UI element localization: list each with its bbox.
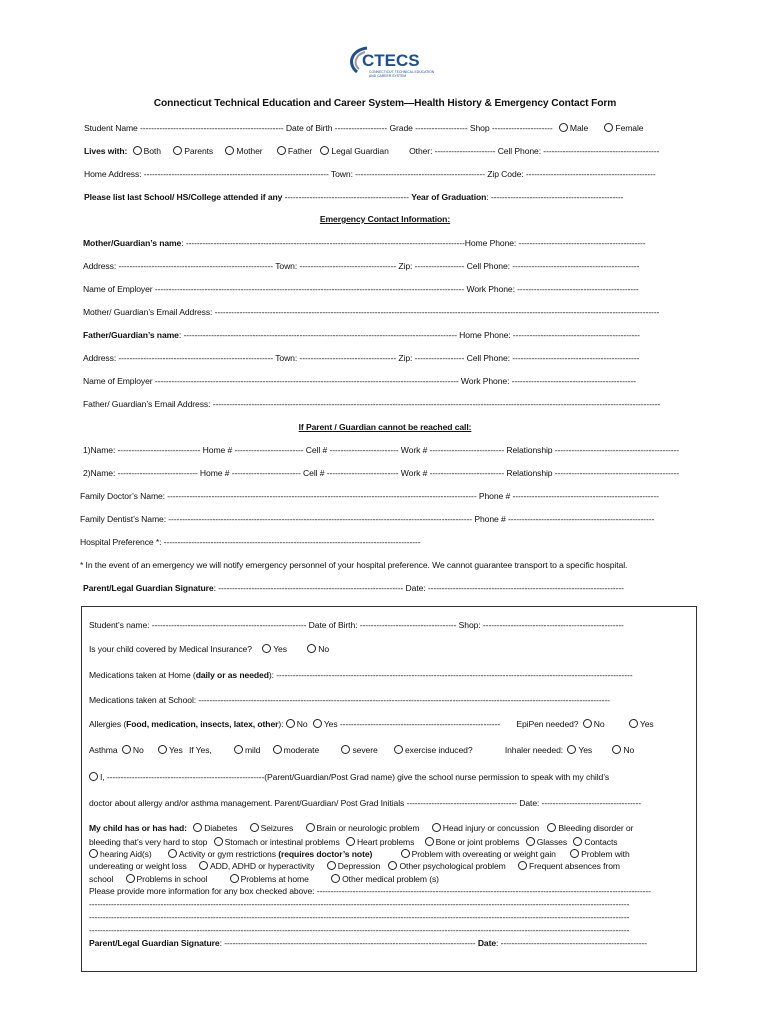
permission-text-1: I, ---------------------------------------------------------(Parent/Guardian/Post Grad name) give the school nurse permission to speak with my child’s bbox=[100, 772, 610, 782]
depression-label: Depression bbox=[337, 861, 381, 871]
signature2-date-rest: : ----------------------------------------------------- bbox=[496, 938, 647, 948]
allergies-no-radio[interactable] bbox=[286, 719, 295, 728]
last-school-row[interactable] bbox=[84, 191, 623, 203]
ctecs-logo-mark bbox=[345, 42, 437, 90]
allergies-yes-field[interactable]: Yes ---------------------------------------------------------- bbox=[323, 719, 501, 729]
other-medical-label: Other medical problem (s) bbox=[342, 874, 439, 884]
exercise-label: exercise induced? bbox=[404, 745, 473, 755]
logo-sub1: CONNECTICUT TECHNICAL EDUCATION bbox=[369, 70, 435, 74]
father-address-field[interactable]: Address: -------------------------------------------------------- Town: ----------------------------------- Zip: ------------------ Cell Phone: ---------------------------------------------- bbox=[83, 353, 640, 363]
heart-label: Heart problems bbox=[356, 837, 415, 847]
hospital-notice: * In the event of an emergency we will notify emergency personnel of your hospital preference. We cannot guarantee transport to a specific hospital. bbox=[80, 560, 628, 570]
epipen-yes-label: Yes bbox=[639, 719, 654, 729]
meds-home-label: Medications taken at Home ( bbox=[89, 670, 196, 680]
father-name-rest: : --------------------------------------------------------------------------------------------------- Home Phone: ---------------------------------------------- bbox=[178, 330, 640, 340]
contacts-checkbox[interactable] bbox=[573, 837, 582, 846]
mother-address-field[interactable]: Address: -------------------------------------------------------- Town: ----------------------------------- Zip: ------------------ Cell Phone: ---------------------------------------------- bbox=[83, 261, 640, 271]
school-label: school bbox=[89, 874, 114, 884]
male-radio[interactable] bbox=[559, 123, 568, 132]
mother-label: Mother bbox=[236, 146, 263, 156]
stomach-label: Stomach or intestinal problems bbox=[224, 837, 340, 847]
form-title: Connecticut Technical Education and Career System—Health History & Emergency Contact Form bbox=[153, 98, 617, 109]
asthma-if-yes: If Yes, bbox=[188, 745, 212, 755]
insurance-yes-label: Yes bbox=[273, 644, 287, 654]
overeating-checkbox[interactable] bbox=[401, 849, 410, 858]
epipen-no-radio[interactable] bbox=[583, 719, 592, 728]
hospital-field[interactable]: Hospital Preference *: --------------------------------------------------------------------------------------------- bbox=[80, 537, 421, 547]
meds-home-rest: ): --------------------------------------------------------------------------------------------------------------------------------- bbox=[268, 670, 633, 680]
emergency-heading: Emergency Contact Information: bbox=[319, 214, 451, 224]
inhaler-yes-label: Yes bbox=[578, 745, 593, 755]
father-employer-field[interactable]: Name of Employer -------------------------------------------------------------------------------------------------------------- Work Phone: --------------------------------------------- bbox=[83, 376, 636, 386]
diabetes-label: Diabetes bbox=[204, 823, 238, 833]
glasses-label: Glasses bbox=[536, 837, 568, 847]
exercise-radio[interactable] bbox=[394, 745, 403, 754]
male-label: Male bbox=[569, 123, 589, 133]
allergies-bold: Food, medication, insects, latex, other bbox=[126, 719, 279, 729]
if-parent-heading: If Parent / Guardian cannot be reached call: bbox=[298, 422, 472, 432]
both-radio[interactable] bbox=[133, 146, 142, 155]
ctecs-logo bbox=[345, 42, 437, 90]
head-injury-checkbox[interactable] bbox=[432, 823, 441, 832]
inhaler-label: Inhaler needed: bbox=[504, 745, 564, 755]
doctor-field[interactable]: Family Doctor’s Name: ---------------------------------------------------------------------------------------------------------------- Phone # ----------------------------------------------------- bbox=[80, 491, 659, 501]
head-injury-label: Head injury or concussion bbox=[442, 823, 540, 833]
glasses-checkbox[interactable] bbox=[526, 837, 535, 846]
brain-checkbox[interactable] bbox=[306, 823, 315, 832]
inhaler-no-radio[interactable] bbox=[612, 745, 621, 754]
signature2-date-label: Date bbox=[477, 938, 497, 948]
year-graduation-label: Year of Graduation bbox=[411, 192, 487, 202]
student-info-row bbox=[84, 122, 643, 134]
lives-with-label: Lives with: bbox=[84, 146, 128, 156]
dentist-field[interactable]: Family Dentist’s Name: -------------------------------------------------------------------------------------------------------------- Phone # ----------------------------------------------------- bbox=[80, 514, 655, 524]
epipen-no-label: No bbox=[593, 719, 605, 729]
heart-checkbox[interactable] bbox=[346, 837, 355, 846]
home-address-field[interactable]: Home Address: ------------------------------------------------------------------- Town: ----------------------------------------------- Zip Code: ----------------------------------------------- bbox=[84, 169, 656, 179]
undereating-checkbox[interactable] bbox=[570, 849, 579, 858]
brain-label: Brain or neurologic problem bbox=[316, 823, 420, 833]
problems-home-checkbox[interactable] bbox=[230, 874, 239, 883]
hearing-checkbox[interactable] bbox=[89, 849, 98, 858]
more-info-line-2[interactable]: ---------------------------------------------------------------------------------------------------------------------------------------------------------------------------------------------------- bbox=[89, 912, 630, 922]
seizures-checkbox[interactable] bbox=[250, 823, 259, 832]
asthma-no-radio[interactable] bbox=[122, 745, 131, 754]
bleeding-label: Bleeding disorder or bbox=[558, 823, 634, 833]
year-graduation-dashes: : ------------------------------------------------ bbox=[486, 192, 624, 202]
epipen-label: EpiPen needed? bbox=[516, 719, 579, 729]
signature1-rest: : ------------------------------------------------------------------- Date: ----------------------------------------------------------------------- bbox=[213, 583, 624, 593]
logo-name: CTECS bbox=[362, 51, 420, 70]
father-name-label: Father/Guardian’s name bbox=[83, 330, 179, 340]
mother-name-label: Mother/Guardian’s name bbox=[83, 238, 182, 248]
mother-name-rest: : -----------------------------------------------------------------------------------------------------Home Phone: ---------------------------------------------- bbox=[181, 238, 646, 248]
epipen-yes-radio[interactable] bbox=[629, 719, 638, 728]
allergies-label: Allergies ( bbox=[89, 719, 127, 729]
allergies-no-label: No bbox=[296, 719, 308, 729]
meds-school-field[interactable]: Medications taken at School: ----------------------------------------------------------------------------------------------------------------------------------------------------- bbox=[89, 695, 610, 705]
permission-row-1[interactable] bbox=[89, 771, 609, 783]
asthma-row bbox=[89, 744, 634, 756]
more-info-field[interactable]: Please provide more information for any box checked above: ------------------------------------------------------------------------------------------------------------------------- bbox=[89, 886, 651, 896]
more-info-line-3[interactable]: ---------------------------------------------------------------------------------------------------------------------------------------------------------------------------------------------------- bbox=[89, 925, 630, 935]
hearing-label: hearing Aid(s) bbox=[100, 849, 152, 859]
psych-checkbox[interactable] bbox=[388, 861, 397, 870]
insurance-no-label: No bbox=[318, 644, 330, 654]
problems-home-label: Problems at home bbox=[240, 874, 309, 884]
bleeding-label-2: bleeding that’s very hard to stop bbox=[89, 837, 208, 847]
contact2-field[interactable]: 2)Name: ----------------------------- Home # ------------------------- Cell # -------------------------- Work # --------------------------- Relationship --------------------------------------------- bbox=[83, 468, 680, 478]
allergies-end: ): bbox=[278, 719, 284, 729]
asthma-no-label: No bbox=[132, 745, 144, 755]
parents-label: Parents bbox=[184, 146, 214, 156]
father-name-row[interactable] bbox=[83, 329, 640, 341]
permission-radio[interactable] bbox=[89, 772, 98, 781]
adhd-checkbox[interactable] bbox=[199, 861, 208, 870]
legal-guardian-label: Legal Guardian bbox=[331, 146, 389, 156]
insurance-question: Is your child covered by Medical Insurance? bbox=[89, 644, 252, 654]
legal-guardian-radio[interactable] bbox=[320, 146, 329, 155]
father-email-field[interactable]: Father/ Guardian’s Email Address: ------------------------------------------------------------------------------------------------------------------------------------------------------------------ bbox=[83, 399, 661, 409]
signature2-row[interactable] bbox=[89, 937, 647, 949]
contacts-label: Contacts bbox=[584, 837, 618, 847]
more-info-line-1[interactable]: ---------------------------------------------------------------------------------------------------------------------------------------------------------------------------------------------------- bbox=[89, 899, 630, 909]
last-school-label: Please list last School/ HS/College attended if any bbox=[84, 192, 283, 202]
overeating-label: Problem with overeating or weight gain bbox=[411, 849, 556, 859]
female-radio[interactable] bbox=[604, 123, 613, 132]
problems-school-label: Problems in school bbox=[136, 874, 208, 884]
mother-employer-field[interactable]: Name of Employer ---------------------------------------------------------------------------------------------------------------- Work Phone: -------------------------------------------- bbox=[83, 284, 639, 294]
adhd-label: ADD, ADHD or hyperactivity bbox=[210, 861, 315, 871]
insurance-row bbox=[89, 643, 329, 655]
permission-text-2[interactable]: doctor about allergy and/or asthma management. Parent/Guardian/ Post Grad Initials ---------------------------------------- Date: ------------------------------------ bbox=[89, 798, 641, 808]
mother-email-field[interactable]: Mother/ Guardian’s Email Address: ----------------------------------------------------------------------------------------------------------------------------------------------------------------- bbox=[83, 307, 660, 317]
father-radio[interactable] bbox=[277, 146, 286, 155]
insurance-no-radio[interactable] bbox=[307, 644, 316, 653]
asthma-yes-radio[interactable] bbox=[158, 745, 167, 754]
signature2-label: Parent/Legal Guardian Signature bbox=[89, 938, 220, 948]
activity-label: Activity or gym restrictions bbox=[178, 849, 279, 859]
mild-label: mild bbox=[244, 745, 261, 755]
activity-checkbox[interactable] bbox=[168, 849, 177, 858]
undereating-label-1: Problem with bbox=[581, 849, 630, 859]
box-student-field[interactable]: Student’s name: -------------------------------------------------------- Date of Birth: ----------------------------------- Shop: --------------------------------------------------- bbox=[89, 620, 624, 630]
other-medical-checkbox[interactable] bbox=[331, 874, 340, 883]
signature2-rest: : ------------------------------------------------------------------------------------------- bbox=[219, 938, 478, 948]
has-had-row-3 bbox=[89, 848, 630, 860]
logo-sub2: AND CAREER SYSTEM bbox=[369, 74, 407, 78]
lives-with-row bbox=[84, 145, 659, 157]
asthma-label: Asthma bbox=[89, 745, 118, 755]
undereating-label-2: undereating or weight loss bbox=[89, 861, 187, 871]
last-school-dashes: --------------------------------------------- bbox=[282, 192, 412, 202]
asthma-yes-label: Yes bbox=[168, 745, 183, 755]
meds-home-bold: daily or as needed bbox=[195, 670, 269, 680]
has-had-row-2 bbox=[89, 836, 617, 848]
bleeding-checkbox[interactable] bbox=[547, 823, 556, 832]
parents-radio[interactable] bbox=[173, 146, 182, 155]
meds-home-row[interactable] bbox=[89, 669, 632, 681]
allergies-yes-radio[interactable] bbox=[313, 719, 322, 728]
father-label: Father bbox=[287, 146, 313, 156]
contact1-field[interactable]: 1)Name: ------------------------------ Home # ------------------------- Cell # ------------------------- Work # --------------------------- Relationship --------------------------------------------- bbox=[83, 445, 680, 455]
mother-radio[interactable] bbox=[225, 146, 234, 155]
mother-name-row[interactable] bbox=[83, 237, 646, 249]
diabetes-checkbox[interactable] bbox=[193, 823, 202, 832]
signature1-label: Parent/Legal Guardian Signature bbox=[83, 583, 214, 593]
has-had-row-1 bbox=[89, 822, 633, 834]
both-label: Both bbox=[143, 146, 161, 156]
activity-bold: (requires doctor’s note) bbox=[278, 849, 373, 859]
female-label: Female bbox=[615, 123, 644, 133]
insurance-yes-radio[interactable] bbox=[262, 644, 271, 653]
has-had-label: My child has or has had: bbox=[89, 823, 187, 833]
mild-radio[interactable] bbox=[234, 745, 243, 754]
inhaler-no-label: No bbox=[623, 745, 635, 755]
absences-label: Frequent absences from bbox=[528, 861, 620, 871]
allergies-row bbox=[89, 718, 654, 730]
signature1-row[interactable] bbox=[83, 582, 624, 594]
has-had-row-5 bbox=[89, 873, 439, 885]
depression-checkbox[interactable] bbox=[327, 861, 336, 870]
bone-checkbox[interactable] bbox=[425, 837, 434, 846]
student-name-field[interactable]: Student Name ---------------------------------------------------- Date of Birth ------------------- Grade ------------------- Shop ---------------------- bbox=[84, 123, 553, 133]
other-cell-field[interactable]: Other: ---------------------- Cell Phone: ------------------------------------------ bbox=[409, 146, 660, 156]
problems-school-checkbox[interactable] bbox=[126, 874, 135, 883]
bone-label: Bone or joint problems bbox=[435, 837, 520, 847]
has-had-row-4 bbox=[89, 860, 620, 872]
severe-label: severe bbox=[352, 745, 378, 755]
moderate-radio[interactable] bbox=[273, 745, 282, 754]
inhaler-yes-radio[interactable] bbox=[567, 745, 576, 754]
moderate-label: moderate bbox=[283, 745, 320, 755]
absences-checkbox[interactable] bbox=[518, 861, 527, 870]
stomach-checkbox[interactable] bbox=[214, 837, 223, 846]
psych-label: Other psychological problem bbox=[399, 861, 506, 871]
seizures-label: Seizures bbox=[260, 823, 294, 833]
severe-radio[interactable] bbox=[341, 745, 350, 754]
